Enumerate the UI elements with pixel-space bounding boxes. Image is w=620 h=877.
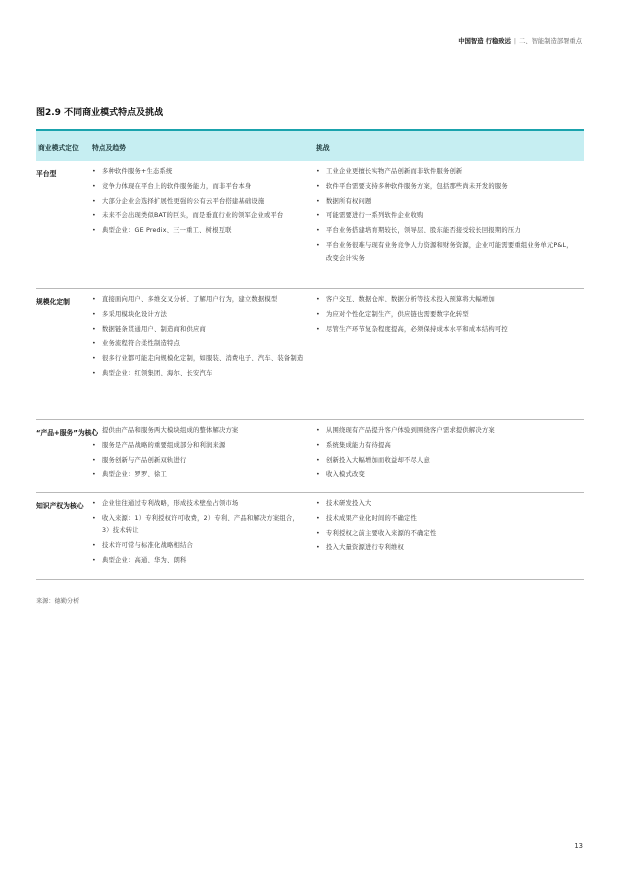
list-item: • 大部分企业会选择扩展性更强的公有云平台搭建基础设施 <box>92 196 304 209</box>
challenges-list <box>316 425 578 484</box>
list-item: • 可能需要进行一系列软件企业收购 <box>316 210 578 223</box>
list-item: • 平台业务搭建培育期较长，领导层、股东能否接受较长回报期的压力 <box>316 225 578 238</box>
list-item: • 很多行业都可能走向规模化定制，如服装、消费电子、汽车、装备制造 <box>92 353 304 366</box>
header-brand: 中国智造 行稳致远 <box>458 38 511 45</box>
features-list <box>92 425 304 484</box>
list-item: • 业务流程符合柔性制造特点 <box>92 338 304 351</box>
list-item: • 典型企业：高通、华为、朗科 <box>92 555 304 568</box>
list-item: • 服务是产品战略的重要组成部分和利润来源 <box>92 440 304 453</box>
list-item: • 尽管生产环节复杂程度提高，必须保持成本水平和成本结构可控 <box>316 324 578 337</box>
list-item: • 收入模式改变 <box>316 469 578 482</box>
list-item: • 投入大量资源进行专利维权 <box>316 542 578 555</box>
table-header <box>36 129 584 161</box>
list-item: • 服务创新与产品创新双轨进行 <box>92 455 304 468</box>
list-item: • 工业企业更擅长实物产品创新而非软件服务创新 <box>316 166 578 179</box>
list-item: • 平台业务很难与现有业务竞争人力资源和财务资源，企业可能需要重组业务单元P&L，改变会计实务 <box>316 240 578 265</box>
list-item: • 为应对个性化定制生产，供应链也需要数字化转型 <box>316 309 578 322</box>
table-row <box>36 289 584 420</box>
list-item: • 技术研发投入大 <box>316 498 578 511</box>
list-item: • 系统集成能力有待提高 <box>316 440 578 453</box>
features-list <box>92 498 304 570</box>
list-item: • 收入来源：1）专利授权许可收费，2）专利、产品和解决方案组合，3）技术转让 <box>92 513 304 538</box>
list-item: • 创新投入大幅增加而收益却不尽人意 <box>316 455 578 468</box>
list-item: • 从围绕现有产品提升客户体验到围绕客户需求提供解决方案 <box>316 425 578 438</box>
source-note: 来源：德勤分析 <box>36 598 80 605</box>
list-item: • 专利授权之前主要收入来源的不确定性 <box>316 528 578 541</box>
challenges-list <box>316 166 578 267</box>
list-item: • 客户交互、数据仓库、数据分析等技术投入预算将大幅增加 <box>316 294 578 307</box>
table-row <box>36 420 584 493</box>
column-header-challenges: 挑战 <box>316 144 330 152</box>
row-category: “产品+服务”为核心 <box>36 429 99 437</box>
list-item: • 典型企业：GE Predix、三一重工、树根互联 <box>92 225 304 238</box>
row-category: 平台型 <box>36 170 57 178</box>
list-item: • 企业往往通过专利战略，形成技术壁垒占领市场 <box>92 498 304 511</box>
list-item: • 软件平台需要支持多种软件服务方案，包括那些尚未开发的服务 <box>316 181 578 194</box>
header-separator: | <box>513 38 517 45</box>
list-item: • 数据所有权问题 <box>316 196 578 209</box>
list-item: • 直接面向用户、多维交叉分析、了解用户行为，建立数据模型 <box>92 294 304 307</box>
row-category: 规模化定制 <box>36 298 70 306</box>
list-item: • 技术成果产业化时间的不确定性 <box>316 513 578 526</box>
list-item: • 多种软件服务+生态系统 <box>92 166 304 179</box>
list-item: • 数据链条贯通用户、制造商和供应商 <box>92 324 304 337</box>
list-item: • 未来不会出现类似BAT的巨头，而是垂直行业的领军企业或平台 <box>92 210 304 223</box>
list-item: • 竞争力体现在平台上的软件服务能力，而非平台本身 <box>92 181 304 194</box>
table-row <box>36 493 584 580</box>
challenges-list <box>316 294 578 338</box>
table-row <box>36 161 584 289</box>
column-header-model: 商业模式定位 <box>38 144 79 152</box>
challenges-list <box>316 498 578 557</box>
features-list <box>92 294 304 383</box>
running-header <box>458 36 582 45</box>
list-item: • 典型企业：罗罗、徐工 <box>92 469 304 482</box>
features-list <box>92 166 304 240</box>
page-number: 13 <box>574 842 583 850</box>
column-header-features: 特点及趋势 <box>92 144 126 152</box>
list-item: • 多采用模块化设计方法 <box>92 309 304 322</box>
list-item: • 技术许可常与标准化战略相结合 <box>92 540 304 553</box>
header-chapter: 二、智能制造部署重点 <box>519 38 582 45</box>
figure-title: 图2.9 不同商业模式特点及挑战 <box>36 108 164 118</box>
list-item: • 提供由产品和服务两大模块组成的整体解决方案 <box>92 425 304 438</box>
list-item: • 典型企业：红领集团、海尔、长安汽车 <box>92 368 304 381</box>
row-category: 知识产权为核心 <box>36 502 84 510</box>
business-model-table <box>36 129 584 580</box>
